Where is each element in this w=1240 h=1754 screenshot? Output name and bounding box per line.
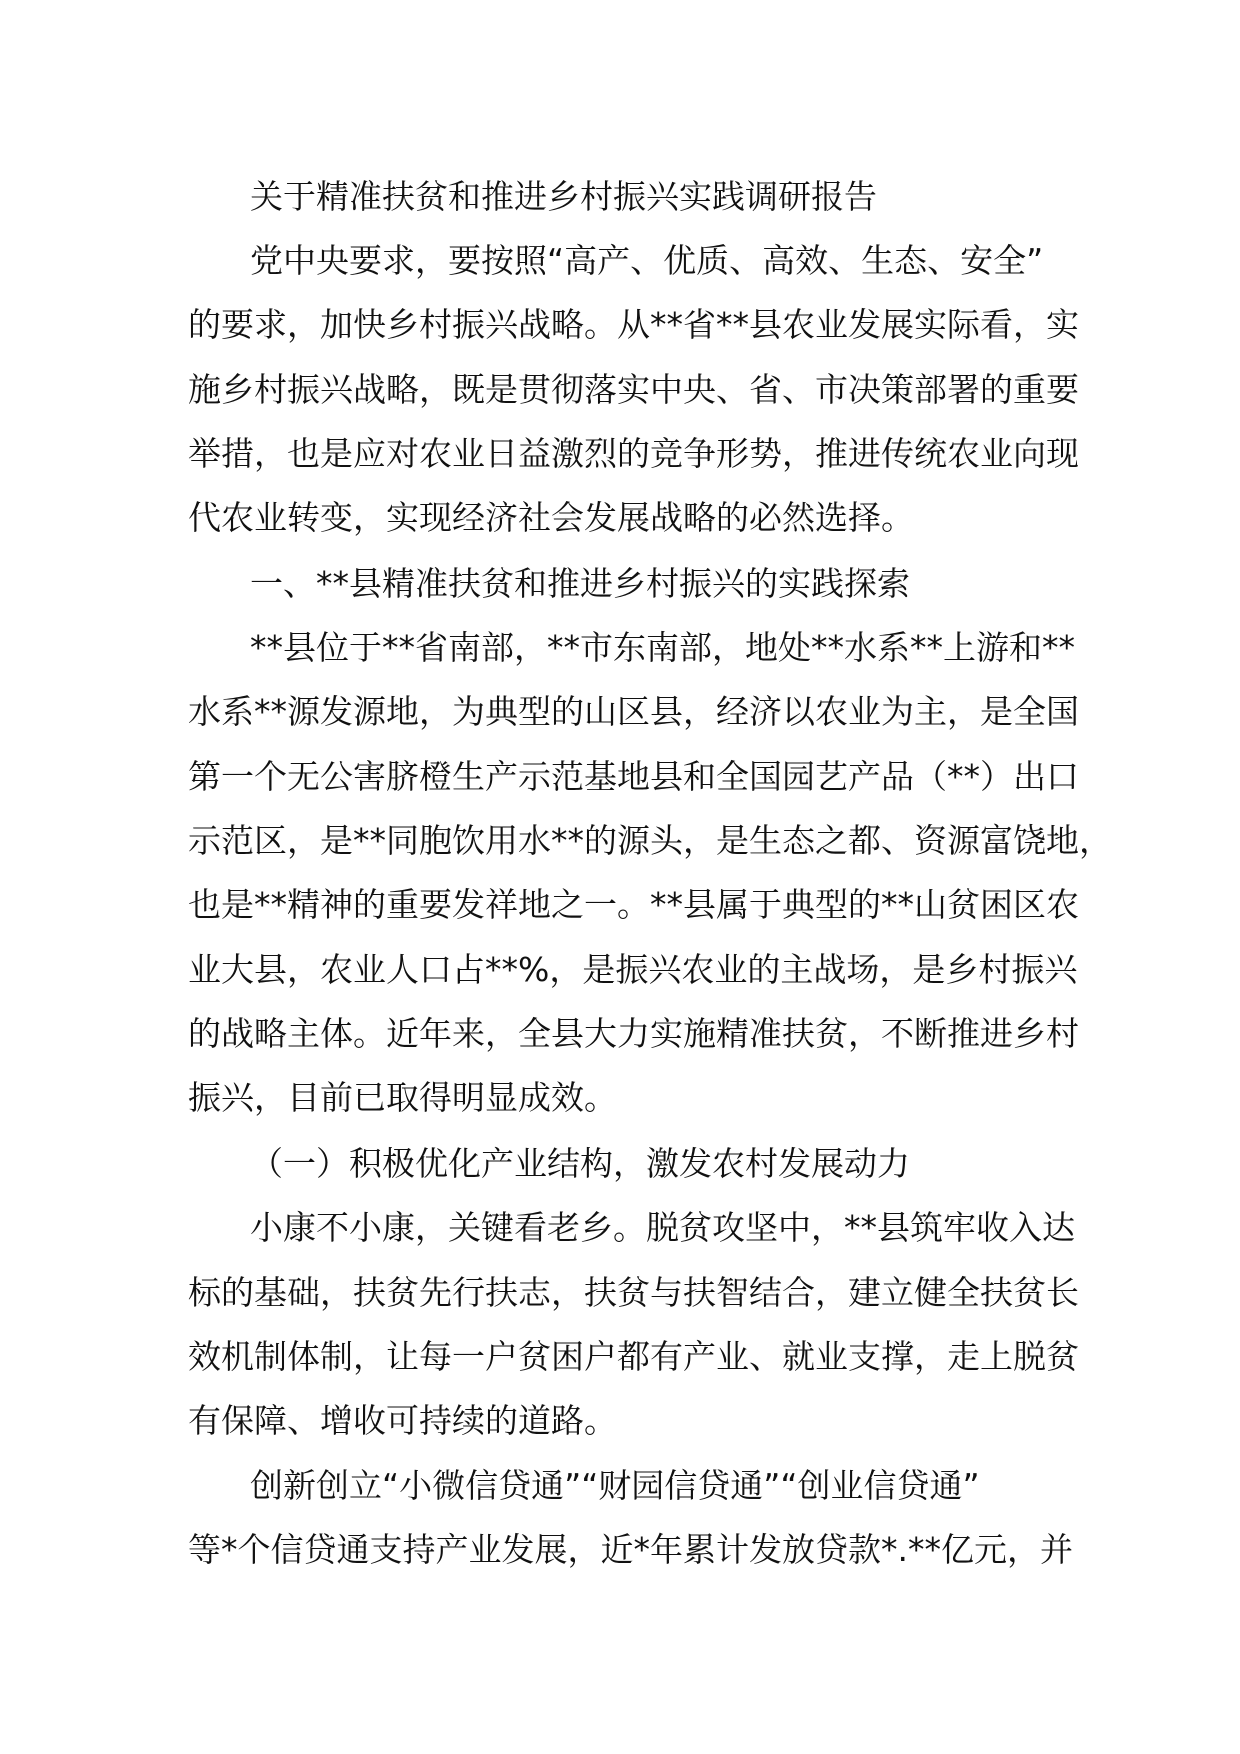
paragraph-line: 标的基础，扶贫先行扶志，扶贫与扶智结合，建立健全扶贫长	[188, 1273, 1079, 1312]
paragraph-line: 示范区，是**同胞饮用水**的源头，是生态之都、资源富饶地，	[188, 821, 1112, 860]
paragraph-line: 的战略主体。近年来，全县大力实施精准扶贫，不断推进乡村	[188, 1014, 1079, 1053]
paragraph-line: 的要求，加快乡村振兴战略。从**省**县农业发展实际看，实	[188, 305, 1079, 344]
paragraph-line: 效机制体制，让每一户贫困户都有产业、就业支撑，走上脱贫	[188, 1337, 1079, 1376]
paragraph-line: 施乡村振兴战略，既是贯彻落实中央、省、市决策部署的重要	[188, 370, 1079, 409]
paragraph-line: 小康不小康，关键看老乡。脱贫攻坚中，**县筑牢收入达	[250, 1208, 1075, 1247]
paragraph-line: 举措，也是应对农业日益激烈的竞争形势，推进传统农业向现	[188, 434, 1079, 473]
paragraph-line: 有保障、增收可持续的道路。	[188, 1401, 617, 1440]
paragraph-line: 第一个无公害脐橙生产示范基地县和全国园艺产品（**）出口	[188, 757, 1079, 796]
paragraph-line: **县位于**省南部，**市东南部，地处**水系**上游和**	[250, 628, 1075, 667]
subsection-heading: （一）积极优化产业结构，激发农村发展动力	[250, 1144, 910, 1183]
paragraph-line: 创新创立“小微信贷通”“财园信贷通”“创业信贷通”	[250, 1466, 980, 1505]
document-title: 关于精准扶贫和推进乡村振兴实践调研报告	[250, 177, 877, 216]
paragraph-line: 等*个信贷通支持产业发展，近*年累计发放贷款*.**亿元，并	[188, 1530, 1073, 1569]
paragraph-line: 振兴，目前已取得明显成效。	[188, 1078, 617, 1117]
paragraph-line: 党中央要求，要按照“高产、优质、高效、生态、安全”	[250, 241, 1044, 280]
paragraph-line: 代农业转变，实现经济社会发展战略的必然选择。	[188, 498, 914, 537]
section-heading: 一、**县精准扶贫和推进乡村振兴的实践探索	[250, 564, 910, 603]
paragraph-line: 水系**源发源地，为典型的山区县，经济以农业为主，是全国	[188, 692, 1079, 731]
paragraph-line: 业大县，农业人口占**%，是振兴农业的主战场，是乡村振兴	[188, 950, 1078, 989]
paragraph-line: 也是**精神的重要发祥地之一。**县属于典型的**山贫困区农	[188, 885, 1079, 924]
